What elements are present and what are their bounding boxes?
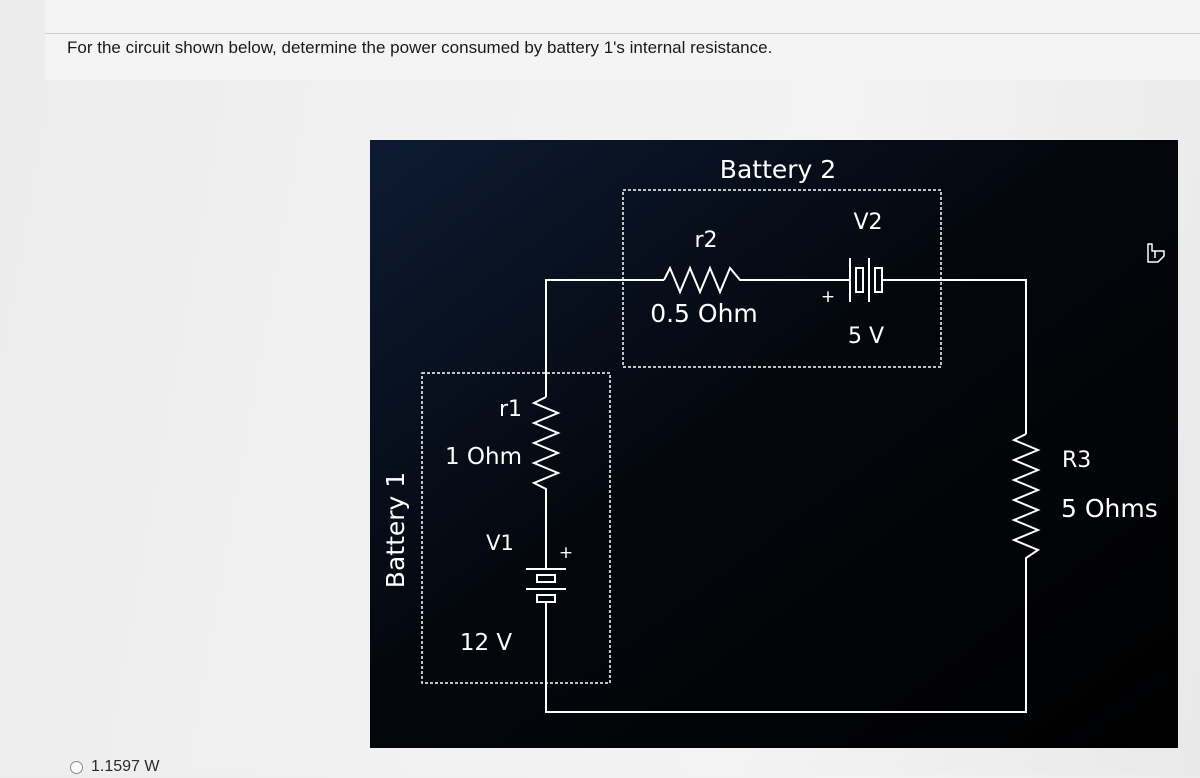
radio-button[interactable] <box>70 761 83 774</box>
battery1-label: Battery 1 <box>381 471 410 589</box>
circuit-diagram <box>370 140 1178 748</box>
r2-value-label: 0.5 Ohm <box>650 299 758 328</box>
r3-name-label: R3 <box>1062 448 1092 473</box>
v2-name-label: V2 <box>853 210 883 235</box>
v2-value-label: 5 V <box>847 324 885 349</box>
v2-plus-sign: + <box>820 287 836 307</box>
question-divider <box>45 33 1200 34</box>
r3-value-label: 5 Ohms <box>1061 494 1158 523</box>
question-text: For the circuit shown below, determine the power consumed by battery 1's internal resistance. <box>67 38 773 57</box>
r1-value-label: 1 Ohm <box>444 444 522 470</box>
v1-name-label: V1 <box>486 531 514 555</box>
v1-value-label: 12 V <box>459 630 513 656</box>
battery2-label: Battery 2 <box>719 155 837 184</box>
r1-name-label: r1 <box>498 397 522 422</box>
r2-name-label: r2 <box>694 228 718 253</box>
v1-plus-sign: + <box>558 543 574 563</box>
answer-option-label: 1.1597 W <box>91 758 160 775</box>
